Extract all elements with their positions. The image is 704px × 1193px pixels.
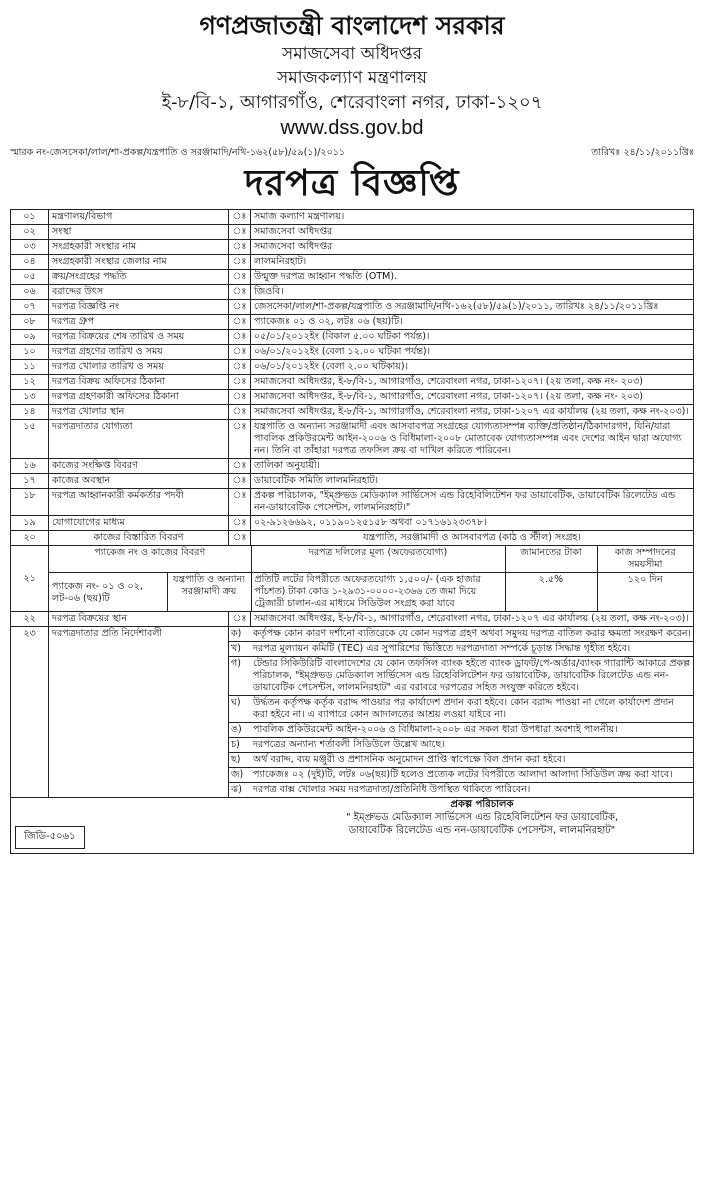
row-value: তালিকা অনুযায়ী। (251, 459, 694, 474)
row-number: ১৯ (11, 516, 49, 531)
instruction-text: প্যাকেজঃ ০২ (দুই)টি, লটঃ ০৬(ছয়)টি হলেও প্রত্যেক লটের বিপরীতে আলাদা আলাদা সিডিউল ক্রয় করা যাবে। (253, 769, 673, 780)
instruction-marker: ঘ) (231, 697, 241, 708)
table-row (11, 390, 694, 405)
row-number: ০৫ (11, 270, 49, 285)
row-colon: ঃ (229, 459, 251, 474)
row-label: কাজের অবস্থান (49, 474, 229, 489)
row-label: দরপত্রদাতার প্রতি নির্দেশাবলী (49, 627, 229, 798)
instruction-item (229, 696, 693, 723)
instruction-item (229, 753, 693, 768)
table-row (11, 225, 694, 240)
instruction-item (229, 783, 693, 797)
table-row-package (11, 546, 694, 612)
row-value: সমাজসেবা অধিদপ্তর, ই-৮/বি-১, আগারগাঁও, শেরেবাংলা নগর, ঢাকা-১২০৭। (২য় তলা, কক্ষ নং- ২০৩) (251, 375, 694, 390)
row-colon: ঃ (229, 255, 251, 270)
row-label: মন্ত্রণালয়/বিভাগ (49, 210, 229, 225)
table-row (11, 489, 694, 516)
notice-title: দরপত্র বিজ্ঞপ্তি (244, 163, 460, 204)
package-security: ২.৫% (505, 573, 597, 612)
table-row (11, 285, 694, 300)
row-colon: ঃ (229, 420, 251, 459)
row-value: সমাজসেবা অধিদপ্তর (251, 225, 694, 240)
instruction-item (229, 657, 693, 696)
table-row (11, 516, 694, 531)
row-number: ০৭ (11, 300, 49, 315)
row-colon: ঃ (229, 516, 251, 531)
row-value: ০৬/০১/২০১২ইং (বেলা ১২.০০ ঘটিকা পর্যন্ত)। (251, 345, 694, 360)
row-label: দরপত্র গ্রহণের তারিখ ও সময় (49, 345, 229, 360)
table-row (11, 345, 694, 360)
row-number: ১৬ (11, 459, 49, 474)
table-row (11, 612, 694, 627)
row-colon: ঃ (229, 474, 251, 489)
row-value: লালমনিরহাট। (251, 255, 694, 270)
row-value: ০৬/০১/২০১২ইং (বেলা ২.০০ ঘটিকায়)। (251, 360, 694, 375)
table-row (11, 240, 694, 255)
row-colon: ঃ (229, 612, 251, 627)
header-package: প্যাকেজ নং ও কাজের বিবরণ (49, 546, 251, 573)
tender-details-table (10, 209, 694, 798)
memo-reference: স্মারক নং-জেসসেকা/লাল/শা-প্রকল্প/যন্ত্রপাতি ও সরঞ্জামাদি/নথি-১৬২(৫৮)/৫৯(১)/২০১১ (10, 147, 346, 158)
row-label: কাজের সংক্ষিপ্ত বিবরণ (49, 459, 229, 474)
instruction-text: কর্তৃপক্ষ কোন কারণ দর্শানো ব্যতিরেকে যে কোন দরপত্র গ্রহণ অথবা সমুদয় দরপত্র বাতিল করার ক্ষমতা সংরক্ষণ করেন। (253, 628, 691, 639)
row-label: সংগ্রহকারী সংস্থার নাম (49, 240, 229, 255)
ministry-name: সমাজকল্যাণ মন্ত্রণালয় (276, 68, 428, 88)
row-colon: ঃ (229, 531, 251, 546)
instruction-marker: জ) (231, 769, 244, 780)
row-label: দরপত্র বিজ্ঞপ্তি নং (49, 300, 229, 315)
instruction-marker: চ) (231, 739, 240, 750)
row-value: প্যাকেজঃ ০১ ও ০২, লটঃ ০৬ (ছয়)টি। (251, 315, 694, 330)
row-label: দরপত্র বিক্রয়ের শেষ তারিখ ও সময় (49, 330, 229, 345)
instruction-item (229, 642, 693, 657)
instruction-text: পাবলিক প্রকিউরমেন্ট আইন-২০০৬ ও বিধিমালা-২০০৮ এর সকল ধারা উপধারা অবশ্যই পালনীয়। (253, 724, 618, 735)
letterhead (10, 10, 694, 140)
row-colon: ঃ (229, 315, 251, 330)
row-value: সমাজসেবা অধিদপ্তর, ই-৮/বি-১, আগারগাঁও, শেরেবাংলা নগর, ঢাকা-১২০৭ এর কার্যালয় (২য় তলা, কক্ষ নং-২০৩)। (251, 612, 694, 627)
memo-date: তারিখঃ ২৪/১১/২০১১খ্রিঃ (591, 147, 694, 158)
signature-block-box (10, 798, 694, 854)
gd-number: জিডি-৫০৬১ (15, 826, 85, 849)
row-label: কাজের বিস্তারিত বিবরণ (49, 531, 229, 546)
row-number: ১৩ (11, 390, 49, 405)
row-label: দরপত্র বিক্রয় অফিসের ঠিকানা (49, 375, 229, 390)
row-colon: ঃ (229, 210, 251, 225)
package-number: প্যাকেজ নং- ০১ ও ০২, লট-০৬ (ছয়)টি (49, 573, 167, 612)
header-price: দরপত্র দলিলের মূল্য (অফেরতযোগ্য) (251, 546, 505, 573)
row-label: ক্রয়/সংগ্রহের পদ্ধতি (49, 270, 229, 285)
instruction-marker: ঙ) (231, 724, 242, 735)
instruction-marker: গ) (231, 658, 241, 669)
table-row-instructions (11, 627, 694, 798)
row-value: জিওবি। (251, 285, 694, 300)
row-label: দরপত্র আহ্বানকারী কর্মকর্তার পদবী (49, 489, 229, 516)
row-number: ০৯ (11, 330, 49, 345)
row-label: দরপত্র গ্রুপ (49, 315, 229, 330)
row-label: দরপত্র বিক্রয়ের স্থান (49, 612, 229, 627)
instruction-item (229, 627, 693, 642)
instruction-item (229, 738, 693, 753)
header-security: জামানতের টাকা (505, 546, 597, 573)
table-row (11, 330, 694, 345)
row-colon: ঃ (229, 390, 251, 405)
memo-line (10, 146, 694, 159)
row-label: যোগাযোগের মাধ্যম (49, 516, 229, 531)
row-label: দরপত্র খোলার তারিখ ও সময় (49, 360, 229, 375)
table-row (11, 300, 694, 315)
row-colon: ঃ (229, 240, 251, 255)
signature-line-1: " ইম্প্রুভড মেডিক্যাল সার্ভিসেস এন্ড রিহেবিলিটেশন ফর ডায়াবেটিক, (345, 812, 619, 823)
row-colon: ঃ (229, 270, 251, 285)
table-row (11, 459, 694, 474)
table-row (11, 360, 694, 375)
row-colon: ঃ (229, 330, 251, 345)
package-work: যন্ত্রপাতি ও অন্যান্য সরঞ্জামাদী ক্রয় (167, 573, 251, 612)
row-number: ২৩ (11, 627, 49, 798)
row-colon: ঃ (229, 285, 251, 300)
instruction-text: টেন্ডার সিকিউরিটি বাংলাদেশের যে কোন তফসিল ব্যাংক হইতে ব্যাংক ড্রাফট/পে-অর্ডার/ব্যাংক গ্যারান্টি আকারে প্রকল্প পরিচালক, "ইম্প্রুভড মেডিক্যাল সার্ভিসেস এন্ড রিহেবিলিটেশন ফর ডায়াবেটিক, ডায়াবেটিক রিলেটেড এন্ড নন-ডায়াবেটিক পেসেন্টস, লালমনিরহাট" এর বরাবরে দরপত্রের সহিত সংযুক্ত করিতে হইবে। (253, 658, 690, 693)
row-value: জেসসেকা/লাল/শা-প্রকল্প/যন্ত্রপাতি ও সরঞ্জামাদি/নথি-১৬২(৫৮)/৫৯(১)/২০১১, তারিখঃ ২৪/১১/২০১১খ্রিঃ (251, 300, 694, 315)
row-label: দরপত্রদাতার যোগ্যতা (49, 420, 229, 459)
row-value: সমাজ কল্যাণ মন্ত্রণালয়। (251, 210, 694, 225)
instruction-text: অর্থ বরাদ্দ, ব্যয় মঞ্জুরী ও প্রশাসনিক অনুমোদন প্রাপ্তি স্বাপেক্ষে বিল প্রদান করা হইবে। (253, 754, 566, 765)
row-value: ডায়াবেটিক সমিতি লালমনিরহাট। (251, 474, 694, 489)
instruction-text: দরপত্রের অন্যান্য শর্তাবলী সিডিউলে উল্লেখ আছে। (253, 739, 445, 750)
signature-block (271, 798, 693, 837)
row-number: ০৩ (11, 240, 49, 255)
website-link[interactable]: www.dss.gov.bd (280, 117, 424, 139)
row-number: ১৮ (11, 489, 49, 516)
row-label: দরপত্র গ্রহণকারী অফিসের ঠিকানা (49, 390, 229, 405)
row-number: ০৪ (11, 255, 49, 270)
tender-notice-page (0, 10, 704, 1193)
signature-title: প্রকল্প পরিচালক (450, 799, 514, 810)
row-label: বরাদ্দের উৎস (49, 285, 229, 300)
row-colon: ঃ (229, 360, 251, 375)
table-row (11, 474, 694, 489)
row-colon: ঃ (229, 375, 251, 390)
instructions-list (229, 627, 694, 798)
row-number: ২১ (11, 546, 49, 612)
row-value: ০৫/০১/২০১২ইং (বিকাল ৫.০০ ঘটিকা পর্যন্ত)। (251, 330, 694, 345)
instruction-marker: ক) (231, 628, 242, 639)
row-label: সংস্থা (49, 225, 229, 240)
row-value: যন্ত্রপাতি ও অন্যান্য সরঞ্জামাদী এবং আসবাবপত্র সংগ্রহের যোগ্যতাসম্পন্ন ব্যক্তি/প্রতিষ্ঠান/ঠিকাদারগণ, যিনি/যারা পাবলিক প্রকিউরমেন্ট আইন-২০০৬ ও বিধিমালা-২০০৮ মোতাবেক যোগ্যতাসম্পন্ন এবং দেশের আইন দ্বারা অযোগ্য নন। তিনি বা তাঁহারা দরপত্র তফসিল ক্রয় বা দাখিল করিতে পারিবেন। (251, 420, 694, 459)
table-row (11, 255, 694, 270)
package-subtable (49, 546, 693, 611)
row-colon: ঃ (229, 345, 251, 360)
government-name: গণপ্রজাতন্ত্রী বাংলাদেশ সরকার (199, 11, 505, 40)
row-number: ০৮ (11, 315, 49, 330)
signature-line-2: ডায়াবেটিক রিলেটেড এন্ড নন-ডায়াবেটিক পেসেন্টস, লালমনিরহাট" (348, 825, 616, 836)
table-row (11, 270, 694, 285)
table-row (11, 375, 694, 390)
row-value: উন্মুক্ত দরপত্র আহ্বান পদ্ধতি (OTM). (251, 270, 694, 285)
row-value: ০২-৯১২৬৬৯২, ০১১৯০১২৫১৫৮ অথবা ০১৭১৬১২৩৩৭৮। (251, 516, 694, 531)
row-label: সংগ্রহকারী সংস্থার জেলার নাম (49, 255, 229, 270)
row-number: ১৫ (11, 420, 49, 459)
row-value: যন্ত্রপাতি, সরঞ্জামাদী ও আসবাবপত্র (কাঠ ও স্টীল) সংগ্রহ। (251, 531, 694, 546)
package-time: ১২০ দিন (597, 573, 693, 612)
row-value: প্রকল্প পরিচালক, "ইম্প্রুভড মেডিক্যাল সার্ভিসেস এন্ড রিহেবিলিটেশন ফর ডায়াবেটিক, ডায়াবেটিক রিলেটেড এন্ড নন-ডায়াবেটিক পেসেন্টস, লালমনিরহাট।" (251, 489, 694, 516)
row-value: সমাজসেবা অধিদপ্তর (251, 240, 694, 255)
row-number: ১৪ (11, 405, 49, 420)
instruction-text: দরপত্র মূল্যায়ন কমিটি (TEC) এর সুপারিশের ভিত্তিতে দরপত্রদাতা সম্পর্কে চূড়ান্ত সিদ্ধান্ত গৃহীত হইবে। (253, 643, 631, 654)
header-time: কাজ সম্পাদনের সময়সীমা (597, 546, 693, 573)
table-row (11, 210, 694, 225)
row-colon: ঃ (229, 405, 251, 420)
row-number: ০১ (11, 210, 49, 225)
row-number: ১১ (11, 360, 49, 375)
table-row (11, 531, 694, 546)
instruction-item (229, 723, 693, 738)
row-number: ২০ (11, 531, 49, 546)
instruction-text: দরপত্র বাক্স খোলার সময় দরপত্রদাতা/প্রতিনিধি উপস্থিত থাকিতে পারিবেন। (253, 784, 531, 795)
instruction-text: উর্দ্ধতন কর্তৃপক্ষ কর্তৃক বরাদ্দ পাওয়ার পর কার্যাদেশ প্রদান করা হইবে। কোন বরাদ্দ পাওয়া না গেলে কার্যাদেশ প্রদান করা হইবে না। এ ব্যাপারে কোন আদালতের আশ্রয় লওয়া যাইবে না। (253, 697, 674, 720)
package-price: প্রতিটি লটের বিপরীতে অফেরতযোগ্য ১,৫০০/- (এক হাজার পাঁচশত) টাকা কোড ১-২৯৩১-০০০০-২৩৬৬ তে জমা দিয়ে ট্রেজারী চালান-এর মাধ্যমে সিডিউল সংগ্রহ করা যাবে (251, 573, 505, 612)
table-row (11, 420, 694, 459)
row-colon: ঃ (229, 300, 251, 315)
row-number: ১০ (11, 345, 49, 360)
row-value: সমাজসেবা অধিদপ্তর, ই-৮/বি-১, আগারগাঁও, শেরেবাংলা নগর, ঢাকা-১২০৭। (২য় তলা, কক্ষ নং- ২০৩) (251, 390, 694, 405)
instruction-marker: ঝ) (231, 784, 242, 795)
row-number: ২২ (11, 612, 49, 627)
row-number: ১২ (11, 375, 49, 390)
instruction-item (229, 768, 693, 783)
department-name: সমাজসেবা অধিদপ্তর (281, 44, 423, 64)
table-row (11, 315, 694, 330)
table-row (11, 405, 694, 420)
row-number: ০২ (11, 225, 49, 240)
office-address: ই-৮/বি-১, আগারগাঁও, শেরেবাংলা নগর, ঢাকা-১২০৭ (161, 92, 543, 113)
instruction-marker: খ) (231, 643, 241, 654)
row-value: সমাজসেবা অধিদপ্তর, ই-৮/বি-১, আগারগাঁও, শেরেবাংলা নগর, ঢাকা-১২০৭ এর কার্যালয় (২য় তলা, কক্ষ নং-২০৩)। (251, 405, 694, 420)
row-label: দরপত্র খোলার স্থান (49, 405, 229, 420)
instruction-marker: ছ) (231, 754, 241, 765)
row-colon: ঃ (229, 225, 251, 240)
row-number: ০৬ (11, 285, 49, 300)
row-colon: ঃ (229, 489, 251, 516)
row-number: ১৭ (11, 474, 49, 489)
